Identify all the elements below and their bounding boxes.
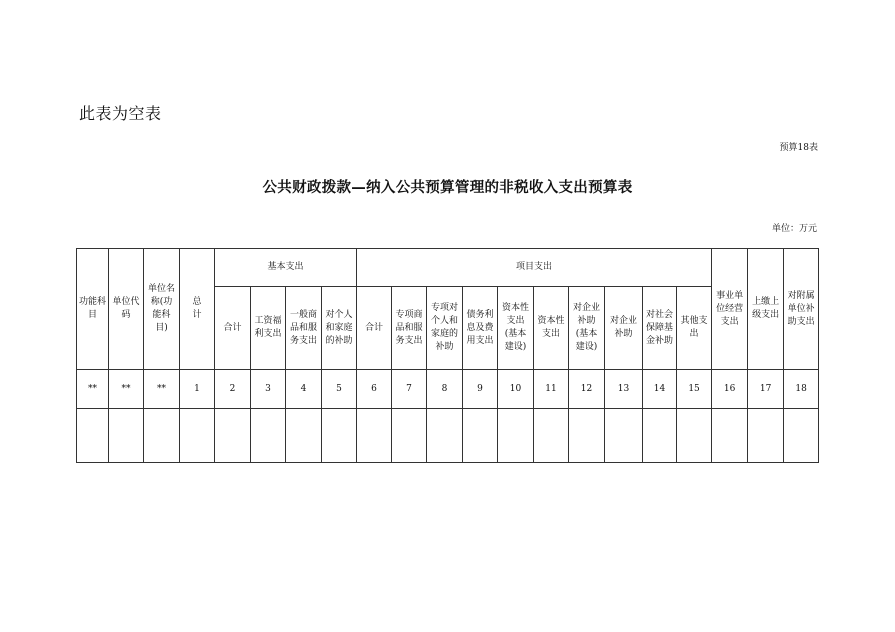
data-cell xyxy=(144,409,180,463)
data-cell xyxy=(180,409,215,463)
header-project-col: 资本性支出 xyxy=(534,287,569,370)
data-cell xyxy=(392,409,427,463)
header-project-col: 对企业补助(基本建设) xyxy=(569,287,605,370)
header-func-code: 功能科目 xyxy=(77,249,109,370)
header-project-col: 专项对个人和家庭的补助 xyxy=(427,287,463,370)
number-cell: 7 xyxy=(392,370,427,409)
number-cell: 4 xyxy=(286,370,322,409)
data-cell xyxy=(677,409,712,463)
data-cell xyxy=(427,409,463,463)
header-basic-col: 合计 xyxy=(215,287,251,370)
header-unit-name: 单位名称(功能科目) xyxy=(144,249,180,370)
header-basic-col: 一般商品和服务支出 xyxy=(286,287,322,370)
data-cell xyxy=(251,409,286,463)
data-cell xyxy=(286,409,322,463)
data-cell xyxy=(534,409,569,463)
data-cell xyxy=(784,409,819,463)
number-cell: 13 xyxy=(605,370,643,409)
data-cell xyxy=(712,409,748,463)
number-cell: 8 xyxy=(427,370,463,409)
table-number: 预算18表 xyxy=(779,143,818,153)
header-project-col: 债务利息及费用支出 xyxy=(463,287,498,370)
number-cell: 17 xyxy=(748,370,784,409)
header-unit-code: 单位代码 xyxy=(109,249,144,370)
empty-table-note: 此表为空表 xyxy=(79,104,162,123)
number-cell: 10 xyxy=(498,370,534,409)
header-row-1 xyxy=(77,249,819,287)
number-cell: 15 xyxy=(677,370,712,409)
data-cell xyxy=(463,409,498,463)
header-project-col: 对企业补助 xyxy=(605,287,643,370)
data-row xyxy=(77,409,819,463)
number-cell: 9 xyxy=(463,370,498,409)
header-tail-col: 对附属单位补助支出 xyxy=(784,249,819,370)
header-project-col: 合计 xyxy=(357,287,392,370)
number-cell: ** xyxy=(77,370,109,409)
number-row xyxy=(77,370,819,409)
number-cell: 1 xyxy=(180,370,215,409)
number-cell: 2 xyxy=(215,370,251,409)
data-cell xyxy=(605,409,643,463)
data-cell xyxy=(498,409,534,463)
data-cell xyxy=(569,409,605,463)
data-cell xyxy=(748,409,784,463)
header-project-col: 专项商品和服务支出 xyxy=(392,287,427,370)
header-group-project: 项目支出 xyxy=(357,249,712,287)
number-cell: ** xyxy=(144,370,180,409)
data-cell xyxy=(643,409,677,463)
document-title: 公共财政拨款—纳入公共预算管理的非税收入支出预算表 xyxy=(262,180,633,196)
data-cell xyxy=(357,409,392,463)
header-basic-col: 工资福利支出 xyxy=(251,287,286,370)
header-basic-col: 对个人和家庭的补助 xyxy=(322,287,357,370)
data-cell xyxy=(215,409,251,463)
number-cell: 6 xyxy=(357,370,392,409)
number-cell: 14 xyxy=(643,370,677,409)
header-tail-col: 事业单位经营支出 xyxy=(712,249,748,370)
header-project-col: 对社会保障基金补助 xyxy=(643,287,677,370)
number-cell: 16 xyxy=(712,370,748,409)
unit-label: 单位：万元 xyxy=(771,224,817,234)
data-cell xyxy=(77,409,109,463)
number-cell: 11 xyxy=(534,370,569,409)
number-cell: ** xyxy=(109,370,144,409)
budget-table xyxy=(76,248,819,463)
number-cell: 18 xyxy=(784,370,819,409)
header-project-col: 资本性支出(基本建设) xyxy=(498,287,534,370)
number-cell: 3 xyxy=(251,370,286,409)
number-cell: 5 xyxy=(322,370,357,409)
header-group-basic: 基本支出 xyxy=(215,249,357,287)
number-cell: 12 xyxy=(569,370,605,409)
data-cell xyxy=(109,409,144,463)
header-total: 总计 xyxy=(180,249,215,370)
header-project-col: 其他支出 xyxy=(677,287,712,370)
data-cell xyxy=(322,409,357,463)
header-tail-col: 上缴上级支出 xyxy=(748,249,784,370)
